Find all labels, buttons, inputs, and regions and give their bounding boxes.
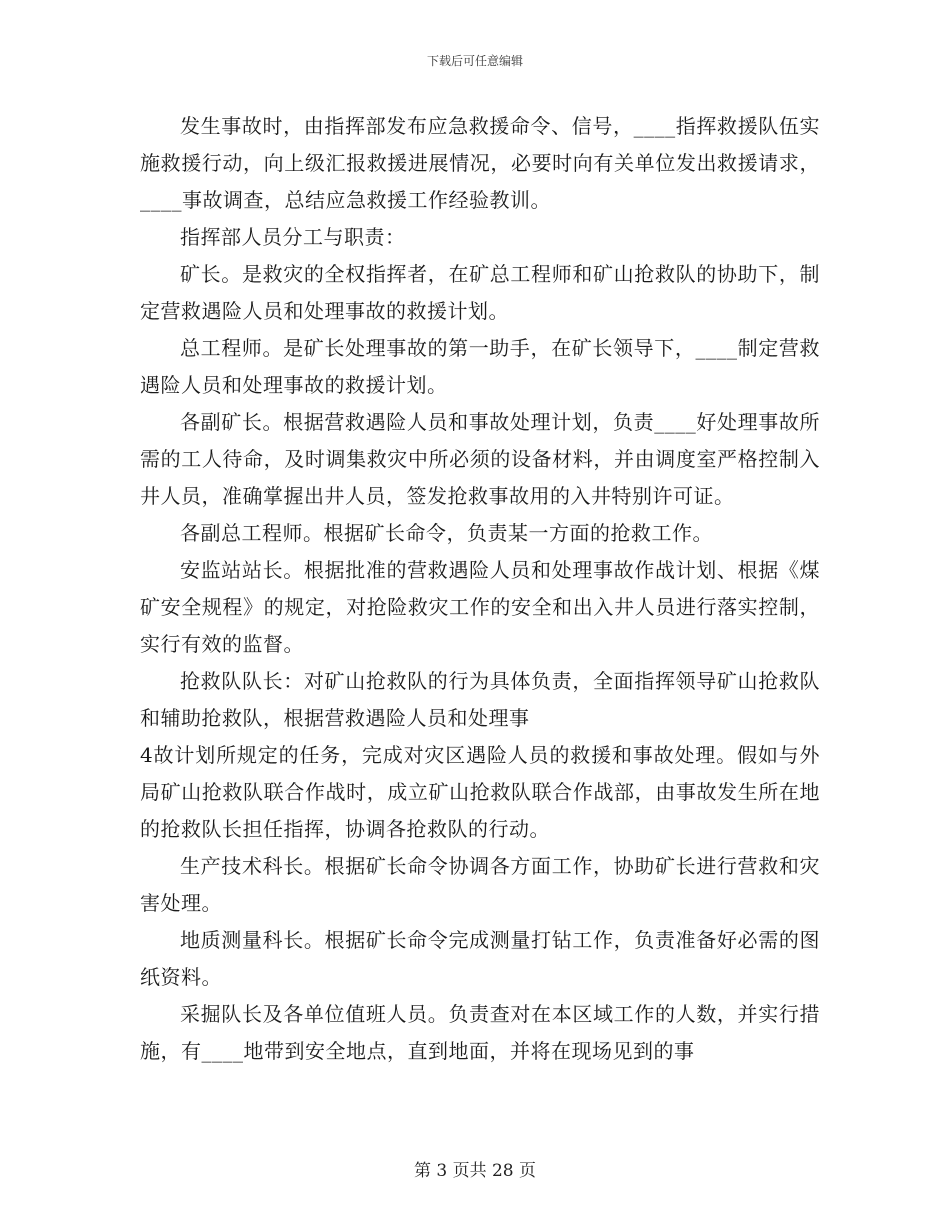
page-header: 下载后可任意编辑	[426, 54, 523, 68]
document-body	[140, 108, 820, 1070]
paragraph-12: 采掘队长及各单位值班人员。负责查对在本区域工作的人数，并实行措施，有____地带到安全地点，直到地面，并将在现场见到的事	[140, 1002, 820, 1063]
paragraph-8: 抢救队队长：对矿山抢救队的行为具体负责，全面指挥领导矿山抢救队和辅助抢救队，根据营救遇险人员和处理事	[140, 669, 820, 730]
paragraph-6: 各副总工程师。根据矿长命令，负责某一方面的抢救工作。	[180, 521, 713, 545]
paragraph-11: 地质测量科长。根据矿长命令完成测量打钻工作，负责准备好必需的图纸资料。	[140, 928, 820, 989]
paragraph-7: 安监站站长。根据批准的营救遇险人员和处理事故作战计划、根据《煤矿安全规程》的规定，对抢险救灾工作的安全和出入井人员进行落实控制，实行有效的监督。	[140, 558, 820, 656]
page-footer: 第 3 页共 28 页	[413, 1161, 537, 1181]
paragraph-10: 生产技术科长。根据矿长命令协调各方面工作，协助矿长进行营救和灾害处理。	[140, 854, 820, 915]
paragraph-5: 各副矿长。根据营救遇险人员和事故处理计划，负责____好处理事故所需的工人待命，及时调集救灾中所必须的设备材料，并由调度室严格控制入井人员，准确掌握出井人员，签发抢救事故用的入井特别许可证。	[140, 410, 820, 508]
paragraph-4: 总工程师。是矿长处理事故的第一助手，在矿长领导下，____制定营救遇险人员和处理事故的救援计划。	[140, 336, 820, 397]
paragraph-1: 发生事故时，由指挥部发布应急救援命令、信号，____指挥救援队伍实施救援行动，向上级汇报救援进展情况，必要时向有关单位发出救援请求，____事故调查，总结应急救援工作经验教训。	[140, 114, 820, 212]
paragraph-9: 4故计划所规定的任务，完成对灾区遇险人员的救援和事故处理。假如与外局矿山抢救队联合作战时，成立矿山抢救队联合作战部，由事故发生所在地的抢救队长担任指挥，协调各抢救队的行动。	[140, 743, 820, 841]
paragraph-3: 矿长。是救灾的全权指挥者，在矿总工程师和矿山抢救队的协助下，制定营救遇险人员和处理事故的救援计划。	[140, 262, 820, 323]
paragraph-2: 指挥部人员分工与职责：	[180, 225, 406, 249]
